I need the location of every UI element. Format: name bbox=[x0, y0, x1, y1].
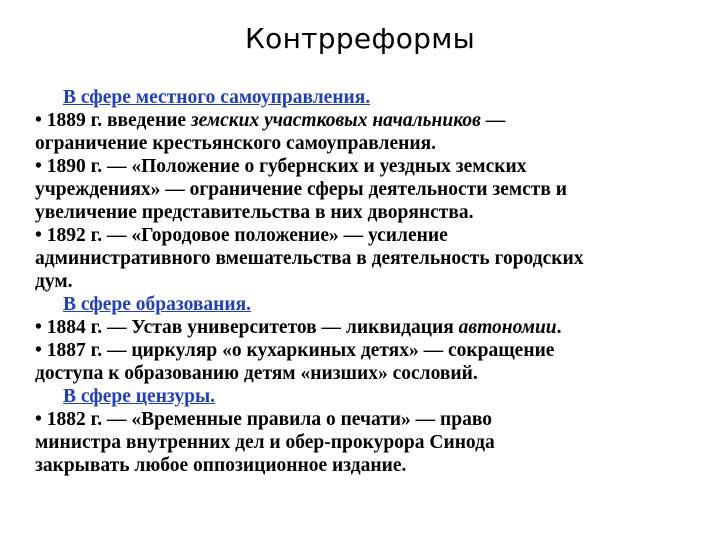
item-line: дум. bbox=[35, 271, 73, 292]
item-text: • 1889 г. введение bbox=[35, 110, 191, 131]
item-line: ограничение крестьянского самоуправления. bbox=[35, 133, 437, 154]
item-line: • 1882 г. — «Временные правила о печати» — право bbox=[35, 409, 493, 430]
item-text: . bbox=[556, 317, 562, 338]
item-emphasis: автономии bbox=[458, 317, 557, 338]
item-line: • 1887 г. — циркуляр «о кухаркиных детях» — сокращение bbox=[35, 340, 555, 361]
item-line: министра внутренних дел и обер-прокурора Синода bbox=[35, 432, 495, 453]
section-heading-education: В сфере образования. bbox=[63, 294, 252, 315]
item-line bbox=[35, 109, 715, 132]
section-heading-local-government: В сфере местного самоуправления. bbox=[63, 87, 371, 108]
item-text: — bbox=[480, 110, 506, 131]
item-line: доступа к образованию детям «низших» сословий. bbox=[35, 363, 478, 384]
section-heading-censorship: В сфере цензуры. bbox=[63, 386, 216, 407]
item-line: закрывать любое оппозиционное издание. bbox=[35, 455, 407, 476]
slide-body bbox=[35, 86, 715, 477]
list-item bbox=[35, 109, 715, 155]
list-item bbox=[35, 316, 715, 339]
item-line: увеличение представительства в них дворянства. bbox=[35, 202, 474, 223]
item-emphasis: земских участковых начальников bbox=[190, 110, 481, 131]
list-item bbox=[35, 408, 715, 477]
item-line: • 1892 г. — «Городовое положение» — усиление bbox=[35, 225, 448, 246]
item-text: • 1884 г. — Устав университетов — ликвидация bbox=[35, 317, 459, 338]
item-line bbox=[35, 316, 715, 339]
item-line: административного вмешательства в деятельность городских bbox=[35, 248, 584, 269]
list-item bbox=[35, 155, 715, 224]
item-line: • 1890 г. — «Положение о губернских и уездных земских bbox=[35, 156, 527, 177]
item-line: учреждениях» — ограничение сферы деятельности земств и bbox=[35, 179, 568, 200]
slide-title: Контрреформы bbox=[244, 22, 476, 55]
list-item bbox=[35, 224, 715, 293]
list-item bbox=[35, 339, 715, 385]
